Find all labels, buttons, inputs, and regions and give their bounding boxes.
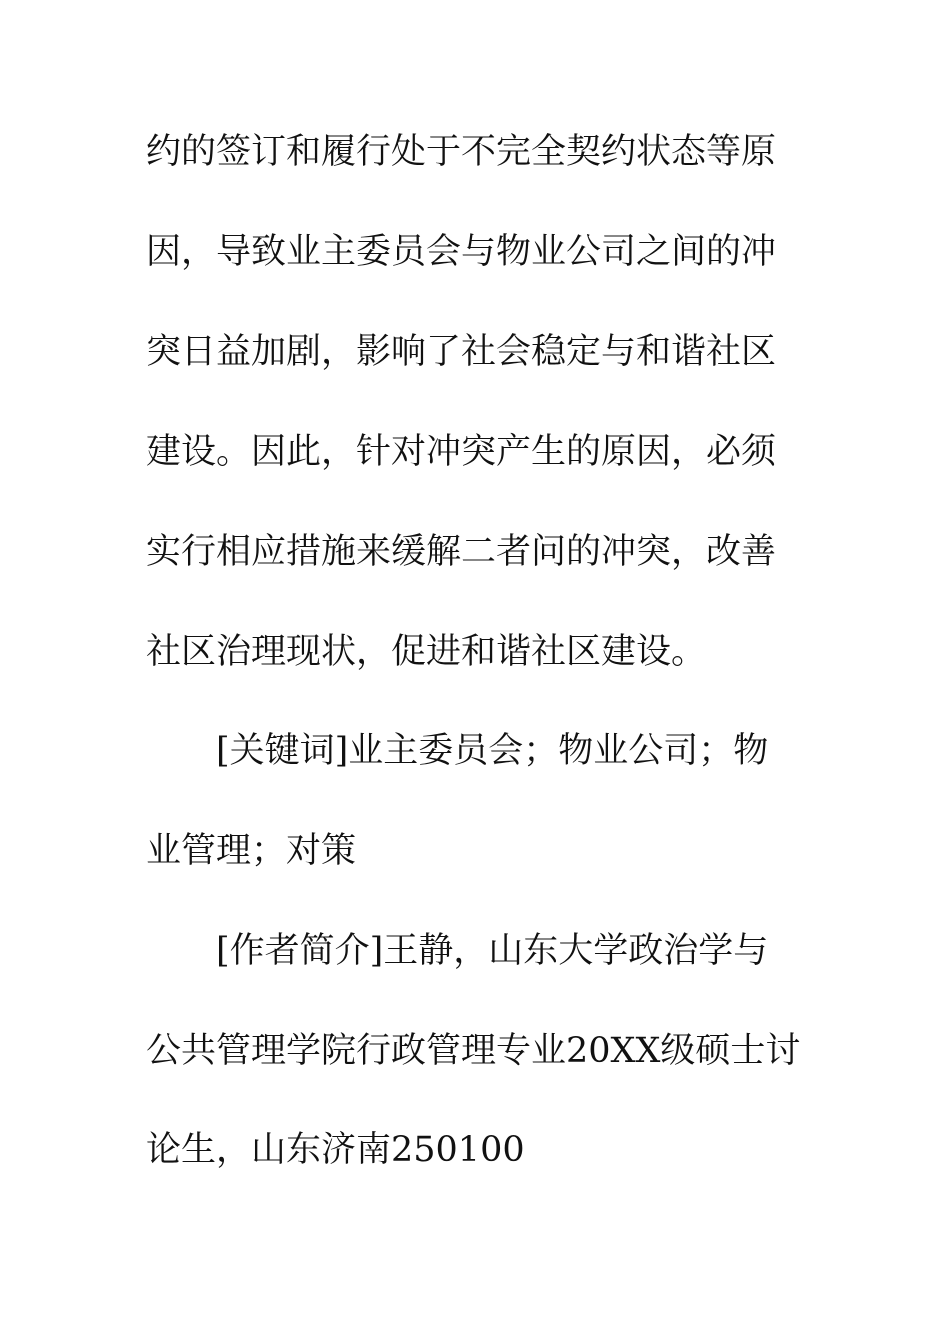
abstract-line-2: 因，导致业主委员会与物业公司之间的冲 (146, 232, 777, 272)
keywords-line-2: 业管理；对策 (146, 831, 357, 871)
abstract-line-5: 实行相应措施来缓解二者问的冲突，改善 (146, 532, 777, 572)
abstract-line-1: 约的签订和履行处于不完全契约状态等原 (146, 132, 777, 172)
abstract-line-4: 建设。因此，针对冲突产生的原因，必须 (146, 432, 777, 472)
abstract-line-3: 突日益加剧，影响了社会稳定与和谐社区 (146, 332, 777, 372)
keywords-line-1: [关键词]业主委员会；物业公司；物 (216, 731, 769, 771)
abstract-line-6: 社区治理现状，促进和谐社区建设。 (146, 632, 707, 672)
author-line-2: 公共管理学院行政管理专业20XX级硕士讨 (146, 1031, 801, 1071)
author-line-3: 论生，山东济南250100 (146, 1130, 525, 1170)
author-line-1: [作者简介]王静，山东大学政治学与 (216, 931, 769, 971)
